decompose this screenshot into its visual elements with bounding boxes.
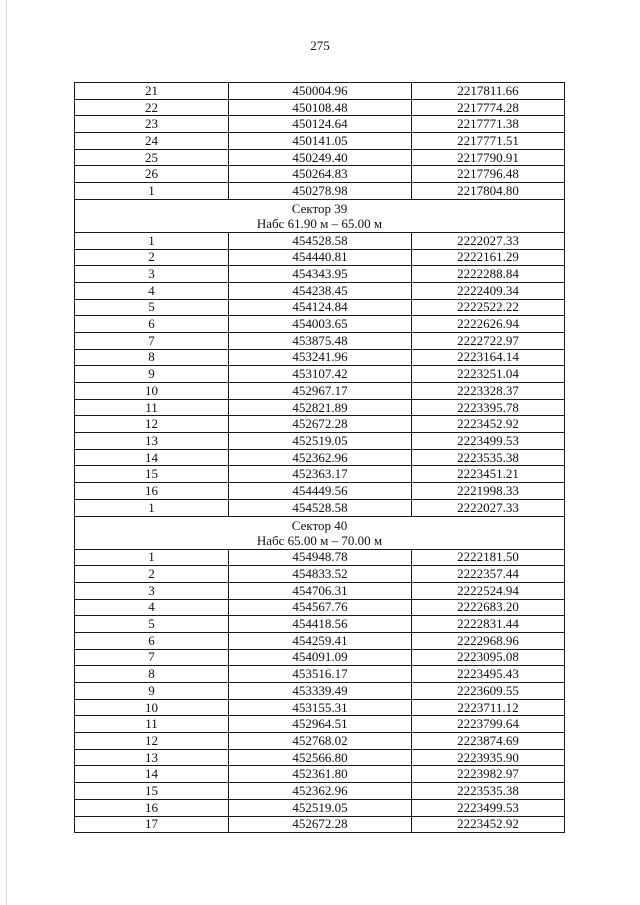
- x-coordinate-cell: 452362.96: [229, 783, 412, 800]
- point-number-cell: 23: [75, 116, 229, 133]
- table-row: [75, 466, 565, 483]
- sector-title: Сектор 39: [291, 200, 348, 216]
- y-coordinate-cell: 2222626.94: [412, 316, 565, 333]
- table-row: [75, 399, 565, 416]
- point-number-cell: 7: [75, 649, 229, 666]
- x-coordinate-cell: 453339.49: [229, 683, 412, 700]
- sector-header-row: [75, 516, 565, 549]
- table-row: [75, 632, 565, 649]
- point-number-cell: 10: [75, 383, 229, 400]
- y-coordinate-cell: 2222524.94: [412, 582, 565, 599]
- y-coordinate-cell: 2222181.50: [412, 549, 565, 566]
- x-coordinate-cell: 454706.31: [229, 582, 412, 599]
- y-coordinate-cell: 2223935.90: [412, 749, 565, 766]
- table-row: [75, 816, 565, 833]
- table-row: [75, 332, 565, 349]
- table-row: [75, 149, 565, 166]
- table-row: [75, 549, 565, 566]
- point-number-cell: 14: [75, 449, 229, 466]
- y-coordinate-cell: 2223499.53: [412, 799, 565, 816]
- y-coordinate-cell: 2222522.22: [412, 299, 565, 316]
- y-coordinate-cell: 2217796.48: [412, 166, 565, 183]
- y-coordinate-cell: 2222161.29: [412, 249, 565, 266]
- y-coordinate-cell: 2217811.66: [412, 83, 565, 100]
- y-coordinate-cell: 2223535.38: [412, 449, 565, 466]
- point-number-cell: 3: [75, 266, 229, 283]
- y-coordinate-cell: 2223452.92: [412, 416, 565, 433]
- y-coordinate-cell: 2222357.44: [412, 566, 565, 583]
- y-coordinate-cell: 2223982.97: [412, 766, 565, 783]
- coordinates-table-body: [75, 83, 565, 833]
- table-row: [75, 566, 565, 583]
- table-row: [75, 783, 565, 800]
- table-row: [75, 483, 565, 500]
- point-number-cell: 17: [75, 816, 229, 833]
- point-number-cell: 6: [75, 632, 229, 649]
- point-number-cell: 9: [75, 366, 229, 383]
- y-coordinate-cell: 2223251.04: [412, 366, 565, 383]
- x-coordinate-cell: 452768.02: [229, 733, 412, 750]
- y-coordinate-cell: 2222968.96: [412, 632, 565, 649]
- x-coordinate-cell: 452964.51: [229, 716, 412, 733]
- x-coordinate-cell: 452821.89: [229, 399, 412, 416]
- point-number-cell: 2: [75, 566, 229, 583]
- table-row: [75, 716, 565, 733]
- table-row: [75, 699, 565, 716]
- table-row: [75, 683, 565, 700]
- y-coordinate-cell: 2217771.38: [412, 116, 565, 133]
- x-coordinate-cell: 453155.31: [229, 699, 412, 716]
- point-number-cell: 25: [75, 149, 229, 166]
- point-number-cell: 5: [75, 299, 229, 316]
- x-coordinate-cell: 450124.64: [229, 116, 412, 133]
- x-coordinate-cell: 452672.28: [229, 816, 412, 833]
- y-coordinate-cell: 2223799.64: [412, 716, 565, 733]
- x-coordinate-cell: 452362.96: [229, 449, 412, 466]
- point-number-cell: 1: [75, 549, 229, 566]
- table-row: [75, 799, 565, 816]
- x-coordinate-cell: 454003.65: [229, 316, 412, 333]
- point-number-cell: 26: [75, 166, 229, 183]
- point-number-cell: 14: [75, 766, 229, 783]
- table-row: [75, 99, 565, 116]
- table-row: [75, 349, 565, 366]
- point-number-cell: 10: [75, 699, 229, 716]
- table-row: [75, 416, 565, 433]
- y-coordinate-cell: 2223711.12: [412, 699, 565, 716]
- point-number-cell: 11: [75, 399, 229, 416]
- y-coordinate-cell: 2222027.33: [412, 232, 565, 249]
- table-row: [75, 383, 565, 400]
- y-coordinate-cell: 2223095.08: [412, 649, 565, 666]
- x-coordinate-cell: 452363.17: [229, 466, 412, 483]
- y-coordinate-cell: 2222722.97: [412, 332, 565, 349]
- x-coordinate-cell: 454528.58: [229, 499, 412, 516]
- y-coordinate-cell: 2223164.14: [412, 349, 565, 366]
- y-coordinate-cell: 2217804.80: [412, 183, 565, 200]
- x-coordinate-cell: 454124.84: [229, 299, 412, 316]
- sector-elevation-range: Набс 61.90 м – 65.00 м: [256, 215, 383, 231]
- y-coordinate-cell: 2223495.43: [412, 666, 565, 683]
- table-row: [75, 433, 565, 450]
- x-coordinate-cell: 453241.96: [229, 349, 412, 366]
- x-coordinate-cell: 454528.58: [229, 232, 412, 249]
- y-coordinate-cell: 2223395.78: [412, 399, 565, 416]
- x-coordinate-cell: 453107.42: [229, 366, 412, 383]
- x-coordinate-cell: 454449.56: [229, 483, 412, 500]
- x-coordinate-cell: 452566.80: [229, 749, 412, 766]
- point-number-cell: 22: [75, 99, 229, 116]
- x-coordinate-cell: 450278.98: [229, 183, 412, 200]
- y-coordinate-cell: 2221998.33: [412, 483, 565, 500]
- sector-header-row: [75, 199, 565, 232]
- table-row: [75, 666, 565, 683]
- table-row: [75, 499, 565, 516]
- table-row: [75, 299, 565, 316]
- table-row: [75, 582, 565, 599]
- x-coordinate-cell: 452361.80: [229, 766, 412, 783]
- point-number-cell: 3: [75, 582, 229, 599]
- point-number-cell: 13: [75, 433, 229, 450]
- x-coordinate-cell: 450249.40: [229, 149, 412, 166]
- point-number-cell: 8: [75, 349, 229, 366]
- table-row: [75, 183, 565, 200]
- point-number-cell: 4: [75, 599, 229, 616]
- y-coordinate-cell: 2222409.34: [412, 282, 565, 299]
- table-row: [75, 616, 565, 633]
- point-number-cell: 9: [75, 683, 229, 700]
- point-number-cell: 8: [75, 666, 229, 683]
- table-row: [75, 282, 565, 299]
- x-coordinate-cell: 453875.48: [229, 332, 412, 349]
- table-row: [75, 449, 565, 466]
- y-coordinate-cell: 2217774.28: [412, 99, 565, 116]
- x-coordinate-cell: 452519.05: [229, 433, 412, 450]
- point-number-cell: 24: [75, 133, 229, 150]
- table-row: [75, 766, 565, 783]
- coordinates-table: [74, 82, 565, 833]
- point-number-cell: 16: [75, 799, 229, 816]
- point-number-cell: 12: [75, 733, 229, 750]
- x-coordinate-cell: 454567.76: [229, 599, 412, 616]
- table-row: [75, 266, 565, 283]
- point-number-cell: 5: [75, 616, 229, 633]
- x-coordinate-cell: 454418.56: [229, 616, 412, 633]
- y-coordinate-cell: 2223874.69: [412, 733, 565, 750]
- x-coordinate-cell: 452967.17: [229, 383, 412, 400]
- sector-header-cell: [75, 516, 565, 549]
- point-number-cell: 6: [75, 316, 229, 333]
- y-coordinate-cell: 2222288.84: [412, 266, 565, 283]
- x-coordinate-cell: 454948.78: [229, 549, 412, 566]
- table-row: [75, 232, 565, 249]
- y-coordinate-cell: 2223499.53: [412, 433, 565, 450]
- x-coordinate-cell: 454343.95: [229, 266, 412, 283]
- x-coordinate-cell: 454238.45: [229, 282, 412, 299]
- x-coordinate-cell: 453516.17: [229, 666, 412, 683]
- point-number-cell: 15: [75, 466, 229, 483]
- y-coordinate-cell: 2217771.51: [412, 133, 565, 150]
- table-row: [75, 83, 565, 100]
- point-number-cell: 1: [75, 232, 229, 249]
- table-row: [75, 249, 565, 266]
- point-number-cell: 12: [75, 416, 229, 433]
- point-number-cell: 16: [75, 483, 229, 500]
- x-coordinate-cell: 450141.05: [229, 133, 412, 150]
- x-coordinate-cell: 452519.05: [229, 799, 412, 816]
- table-row: [75, 749, 565, 766]
- table-row: [75, 166, 565, 183]
- y-coordinate-cell: 2222683.20: [412, 599, 565, 616]
- table-row: [75, 733, 565, 750]
- page-left-edge: [6, 0, 7, 905]
- x-coordinate-cell: 454259.41: [229, 632, 412, 649]
- y-coordinate-cell: 2223452.92: [412, 816, 565, 833]
- y-coordinate-cell: 2222027.33: [412, 499, 565, 516]
- x-coordinate-cell: 454091.09: [229, 649, 412, 666]
- point-number-cell: 13: [75, 749, 229, 766]
- sector-header-cell: [75, 199, 565, 232]
- page-number: 275: [310, 38, 330, 53]
- sector-elevation-range: Набс 65.00 м – 70.00 м: [256, 532, 383, 548]
- point-number-cell: 1: [75, 499, 229, 516]
- x-coordinate-cell: 454833.52: [229, 566, 412, 583]
- table-row: [75, 133, 565, 150]
- table-row: [75, 599, 565, 616]
- table-row: [75, 366, 565, 383]
- y-coordinate-cell: 2223535.38: [412, 783, 565, 800]
- y-coordinate-cell: 2223609.55: [412, 683, 565, 700]
- x-coordinate-cell: 452672.28: [229, 416, 412, 433]
- point-number-cell: 1: [75, 183, 229, 200]
- y-coordinate-cell: 2223328.37: [412, 383, 565, 400]
- point-number-cell: 4: [75, 282, 229, 299]
- x-coordinate-cell: 454440.81: [229, 249, 412, 266]
- point-number-cell: 2: [75, 249, 229, 266]
- point-number-cell: 7: [75, 332, 229, 349]
- x-coordinate-cell: 450264.83: [229, 166, 412, 183]
- table-row: [75, 649, 565, 666]
- y-coordinate-cell: 2223451.21: [412, 466, 565, 483]
- point-number-cell: 11: [75, 716, 229, 733]
- y-coordinate-cell: 2222831.44: [412, 616, 565, 633]
- sector-title: Сектор 40: [291, 517, 348, 533]
- y-coordinate-cell: 2217790.91: [412, 149, 565, 166]
- point-number-cell: 21: [75, 83, 229, 100]
- table-row: [75, 316, 565, 333]
- x-coordinate-cell: 450108.48: [229, 99, 412, 116]
- x-coordinate-cell: 450004.96: [229, 83, 412, 100]
- table-row: [75, 116, 565, 133]
- point-number-cell: 15: [75, 783, 229, 800]
